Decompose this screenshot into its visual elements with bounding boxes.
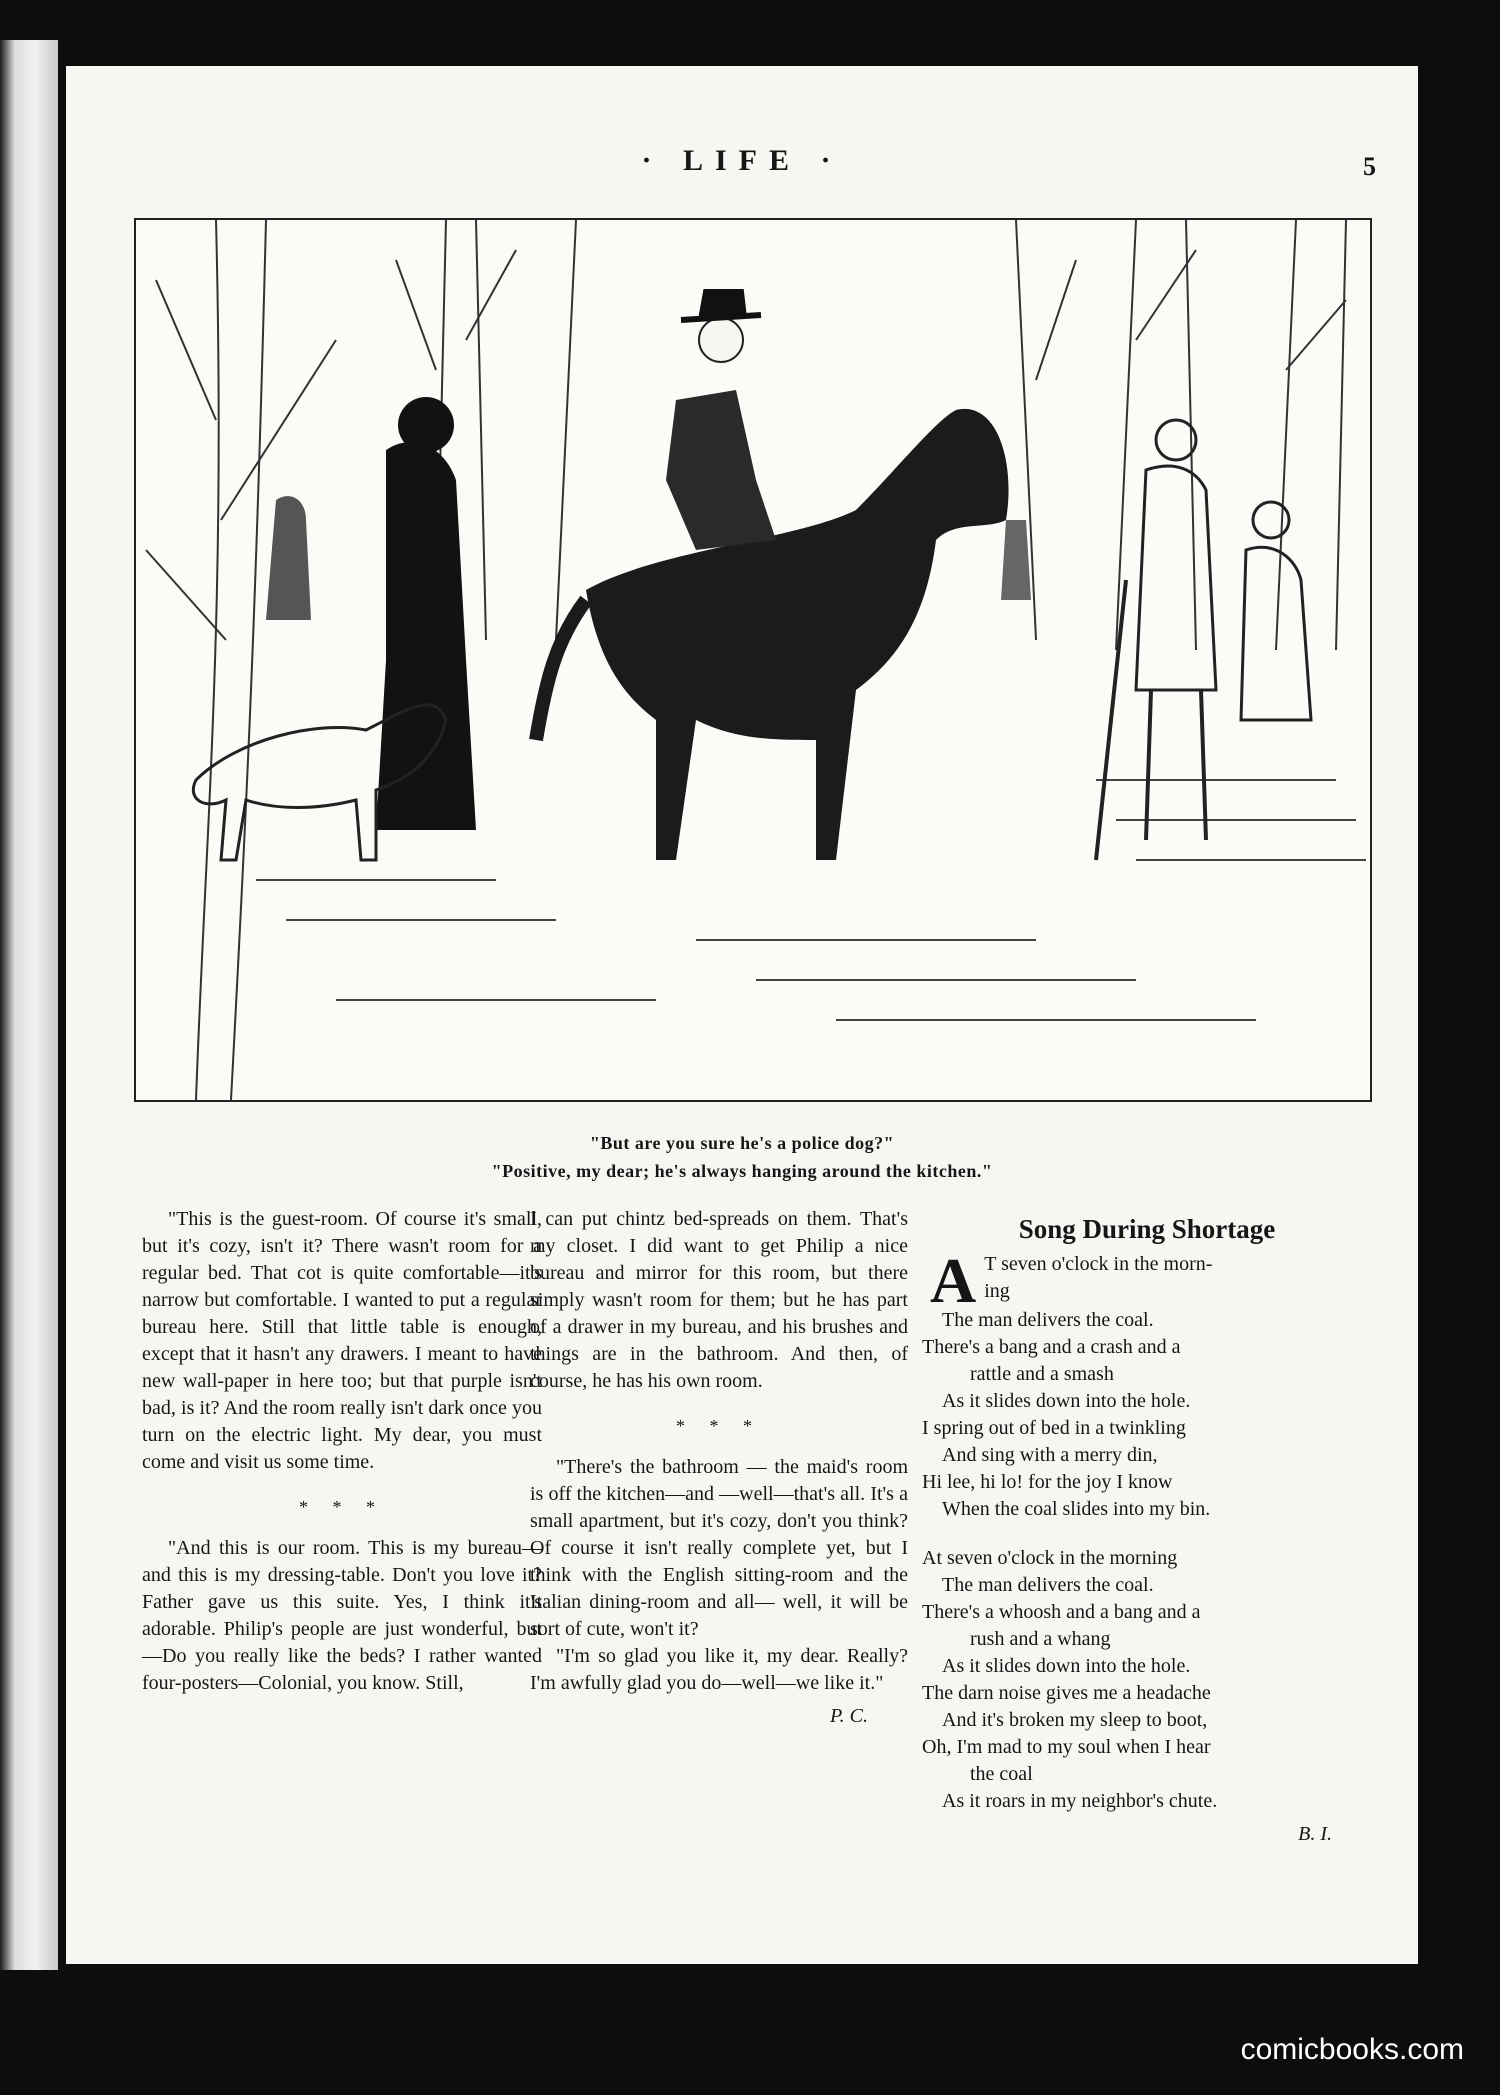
poem-line: As it slides down into the hole. [942, 1390, 1191, 1412]
poem-line: The man delivers the coal. [942, 1574, 1154, 1596]
poem-line: T seven o'clock in the morn- [984, 1253, 1213, 1275]
story-column-1 [142, 1206, 542, 1697]
poem-line: And sing with a merry din, [942, 1444, 1158, 1466]
poem-body [922, 1245, 1372, 1848]
park-scene-illustration [134, 218, 1372, 1102]
magazine-page [66, 66, 1418, 1964]
poem-column [922, 1216, 1372, 1848]
poem-title: Song During Shortage [1018, 1214, 1276, 1244]
poem-line: the coal [970, 1763, 1033, 1785]
masthead: · LIFE · [641, 144, 843, 177]
story-paragraph: "And this is our room. This is my bureau—and this is my dressing-table. Don't you love it? Father gave us this suite. Yes, I think it's adorable. Philip's people are just wonderful, but—Do you really like the beds? I rather wanted four-posters—Colonial, you know. Still, [142, 1537, 542, 1694]
story-paragraph: "This is the guest-room. Of course it's small, but it's cozy, isn't it? There wasn't room for a regular bed. That cot is quite comfortable—it's narrow but comfortable. I wanted to put a regular bureau here. Still that little table is enough, except that it hasn't any drawers. I meant to have new wall-paper in here too; but that purple isn't bad, is it? And the room really isn't dark once you turn on the electric light. My dear, you must come and visit us some time. [142, 1208, 542, 1473]
poem-line: There's a whoosh and a bang and a [922, 1601, 1201, 1623]
drop-cap: A [930, 1245, 977, 1316]
poem-line: rush and a whang [970, 1628, 1111, 1650]
poem-line: When the coal slides into my bin. [942, 1498, 1211, 1520]
poem-line: There's a bang and a crash and a [922, 1336, 1181, 1358]
section-separator: * * * [676, 1416, 762, 1436]
caption-answer: "Positive, my dear; he's always hanging around the kitchen." [491, 1161, 993, 1181]
section-separator: * * * [299, 1497, 385, 1517]
story-paragraph: "I'm so glad you like it, my dear. Really? I'm awfully glad you do—well—we like it." [530, 1645, 908, 1694]
stanza-gap [922, 1523, 1372, 1545]
poem-line: rattle and a smash [970, 1363, 1114, 1385]
poem-line: The man delivers the coal. [942, 1309, 1154, 1331]
story-column-2 [530, 1206, 908, 1730]
poem-line: And it's broken my sleep to boot, [942, 1709, 1208, 1731]
poem-line: ing [984, 1280, 1010, 1302]
story-signature: P. C. [830, 1705, 868, 1727]
illustration-caption [66, 1129, 1418, 1185]
site-watermark: comicbooks.com [1240, 2033, 1464, 2066]
story-paragraph: "There's the bathroom — the maid's room is off the kitchen—and —well—that's all. It's a small apartment, but it's cozy, don't you think? Of course it isn't really complete yet, but I think with the English sitting-room and the Italian dining-room and all— well, it will be sort of cute, won't it? [530, 1456, 908, 1640]
story-paragraph: I can put chintz bed-spreads on them. That's my closet. I did want to get Philip a nice bureau and mirror for this room, but there simply wasn't room for them; but he has part of a drawer in my bureau, and his brushes and things are in the bathroom. And then, of course, he has his own room. [530, 1208, 908, 1392]
poem-line: I spring out of bed in a twinkling [922, 1417, 1186, 1439]
caption-question: "But are you sure he's a police dog?" [589, 1133, 895, 1153]
poem-line: Oh, I'm mad to my soul when I hear [922, 1736, 1211, 1758]
page-number: 5 [1363, 152, 1376, 181]
poem-line: At seven o'clock in the morning [922, 1547, 1178, 1569]
poem-line: As it slides down into the hole. [942, 1655, 1191, 1677]
poem-line: Hi lee, hi lo! for the joy I know [922, 1471, 1173, 1493]
poem-signature: B. I. [1298, 1823, 1332, 1845]
adjacent-page-edge [0, 40, 58, 1970]
poem-line: The darn noise gives me a headache [922, 1682, 1211, 1704]
poem-line: As it roars in my neighbor's chute. [942, 1790, 1218, 1812]
illustration-drawing [136, 220, 1370, 1100]
